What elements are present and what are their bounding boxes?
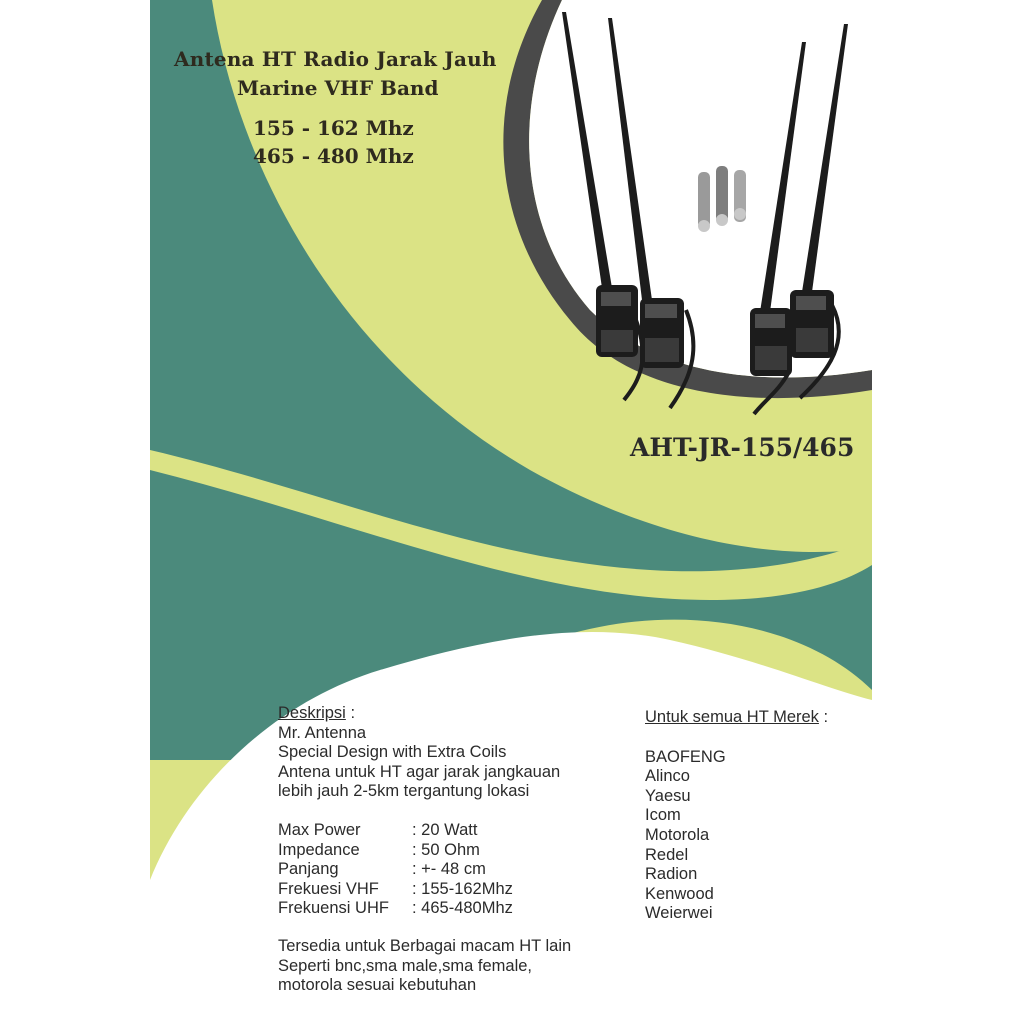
availability-line: Tersedia untuk Berbagai macam HT lain xyxy=(278,937,572,955)
brand-item: Alinco xyxy=(645,767,690,786)
spec-row: Frekuensi UHF : 465-480Mhz xyxy=(278,899,513,918)
spec-row: Impedance : 50 Ohm xyxy=(278,840,480,859)
spec-table xyxy=(278,821,513,919)
brand-item: Redel xyxy=(645,845,689,864)
description-line: lebih jauh 2-5km tergantung lokasi xyxy=(278,782,530,801)
availability-block xyxy=(278,937,571,996)
description-heading: Deskripsi : xyxy=(278,704,356,722)
brand-item: Motorola xyxy=(645,825,710,844)
brand-list xyxy=(645,748,828,924)
description-line: Antena untuk HT agar jarak jangkauan xyxy=(278,762,561,781)
product-poster xyxy=(150,0,872,1024)
brand-item: Yaesu xyxy=(645,786,691,805)
title-line-2: Marine VHF Band xyxy=(237,76,439,100)
availability-line: motorola sesuai kebutuhan xyxy=(278,976,477,995)
brand-item: Radion xyxy=(645,865,698,884)
frequency-range-1: 155 - 162 Mhz xyxy=(253,116,414,140)
brand-item: BAOFENG xyxy=(645,747,726,766)
spec-row: Frekuesi VHF : 155-162Mhz xyxy=(278,879,513,898)
model-number: AHT-JR-155/465 xyxy=(630,433,855,462)
brands-heading: Untuk semua HT Merek : xyxy=(645,708,829,726)
brands-block xyxy=(645,708,828,924)
description-line: Mr. Antenna xyxy=(278,723,367,742)
spec-row: Max Power : 20 Watt xyxy=(278,821,478,839)
title-line-1: Antena HT Radio Jarak Jauh xyxy=(174,47,497,71)
availability-line: Seperti bnc,sma male,sma female, xyxy=(278,956,533,975)
description-block xyxy=(278,704,560,802)
spec-row: Panjang : +- 48 cm xyxy=(278,860,486,879)
description-line: Special Design with Extra Coils xyxy=(278,743,507,762)
brand-item: Icom xyxy=(645,806,681,825)
frequency-range-2: 465 - 480 Mhz xyxy=(253,144,414,168)
brand-item: Kenwood xyxy=(645,884,714,903)
brand-item: Weierwei xyxy=(645,904,713,923)
